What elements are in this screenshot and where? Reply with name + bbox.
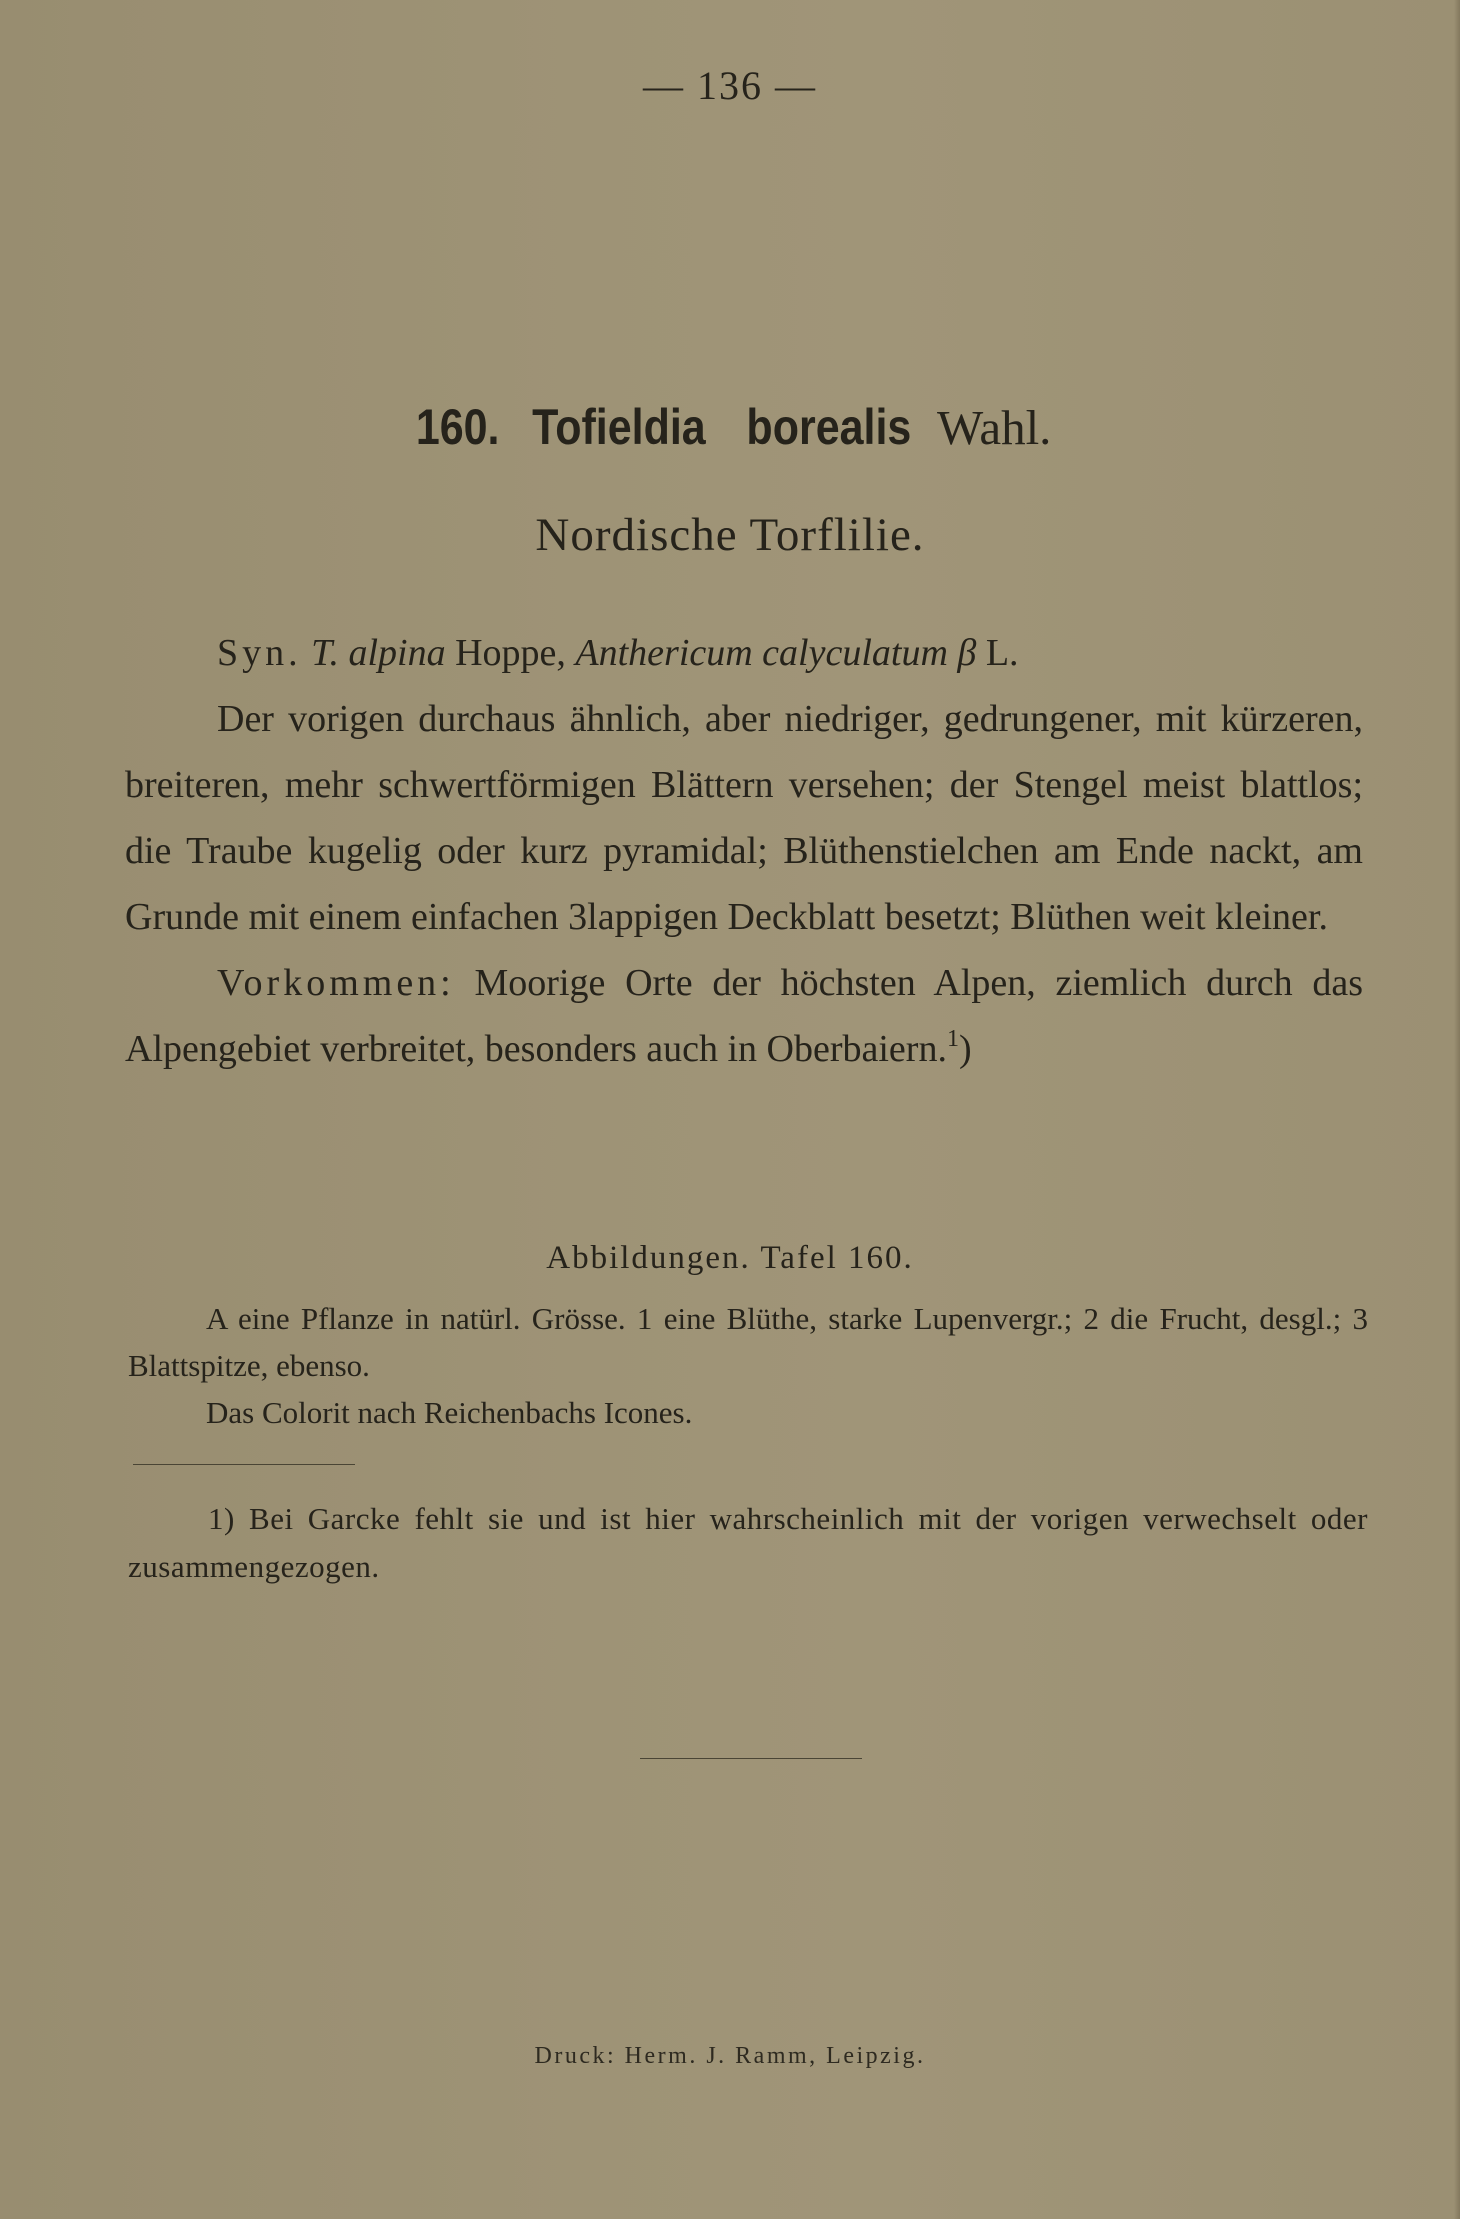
page-number: — 136 — [643, 63, 817, 108]
synonym-1: T. alpina [311, 632, 446, 674]
footnote-ref: 1 [946, 1026, 959, 1052]
synonyms-label: Syn. [217, 632, 302, 674]
entry-number: 160. [415, 399, 500, 455]
genus-name: Tofieldia [532, 399, 707, 455]
end-divider [640, 1758, 862, 1759]
synonym-1-author: Hoppe, [455, 632, 566, 674]
footnote-divider [133, 1464, 355, 1465]
species-name: borealis [746, 399, 912, 455]
occurrence-text: Moorige Orte der höchsten Alpen, ziemlich durch das Alpengebiet verbreitet, besonders auch in Oberbaiern. [125, 962, 1363, 1070]
footnote-text: 1) Bei Garcke fehlt sie und ist hier wahrscheinlich mit der vorigen verwechselt oder zusammengezogen. [128, 1501, 1368, 1584]
main-text [125, 620, 1363, 1082]
species-title [0, 398, 1460, 456]
colorit-note: Das Colorit nach Reichenbachs Icones. [206, 1395, 693, 1430]
description-paragraph: Der vorigen durchaus ähnlich, aber niedriger, gedrungener, mit kürzeren, breiteren, mehr schwertförmigen Blättern versehen; der Stengel meist blattlos; die Traube kugelig oder kurz pyramidal; Blüthenstielchen am Ende nackt, am Grunde mit einem einfachen 3lappigen Deckblatt besetzt; Blüthen weit kleiner. [125, 698, 1363, 938]
synonym-2-author: L. [985, 632, 1019, 674]
printer-imprint: Druck: Herm. J. Ramm, Leipzig. [534, 2043, 926, 2069]
synonyms-line [125, 620, 1363, 686]
figures-legend [128, 1295, 1368, 1436]
taxon-author: Wahl. [937, 400, 1052, 455]
synonym-2: Anthericum calyculatum β [575, 632, 977, 674]
figures-legend-line: A eine Pflanze in natürl. Grösse. 1 eine Blüthe, starke Lupenvergr.; 2 die Frucht, desgl.; 3 Blattspitze, ebenso. [128, 1301, 1368, 1383]
common-name: Nordische Torflilie. [535, 509, 925, 561]
footnote-ref-paren: ) [958, 1028, 972, 1070]
figures-heading: Abbildungen. Tafel 160. [546, 1240, 914, 1276]
footnote [128, 1495, 1368, 1591]
occurrence-paragraph [125, 950, 1363, 1082]
occurrence-label: Vorkommen: [217, 962, 455, 1004]
